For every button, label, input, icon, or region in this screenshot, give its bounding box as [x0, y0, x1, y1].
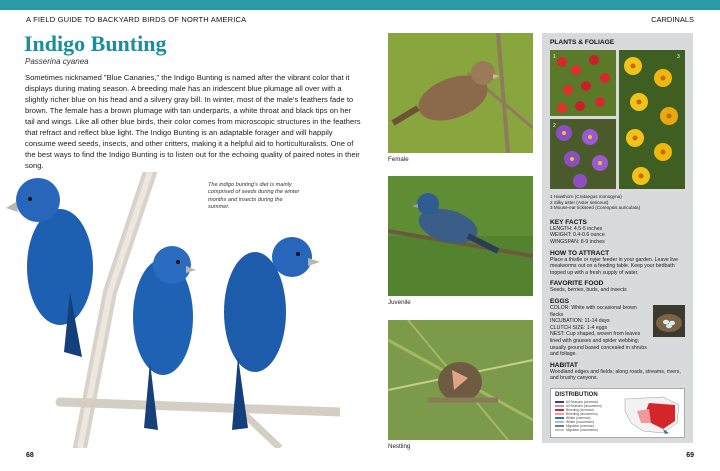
legend-swatch [555, 425, 564, 428]
habitat-text: Woodland edges and fields; along roads, streams, rivers, and brushy canyons. [550, 368, 681, 382]
food-text: Seeds, berries, buds, and insects [550, 287, 627, 294]
legend-label: All Seasons (uncommon) [566, 403, 602, 408]
legend-label: Breeding (common) [566, 407, 594, 412]
latin-name: Passerina cyanea [25, 57, 89, 66]
legend-swatch [555, 409, 564, 412]
page-number-left: 68 [26, 452, 34, 459]
attract-heading: HOW TO ATTRACT [550, 249, 610, 257]
female-photo-block [388, 33, 533, 163]
plants-heading: PLANTS & FOLIAGE [550, 39, 615, 46]
plants-list [550, 194, 685, 211]
legend-label: Winter (common) [566, 415, 591, 420]
female-photo [388, 33, 533, 153]
legend-label: All Seasons (common) [566, 399, 599, 404]
key-fact: WEIGHT: 0.4-0.6 ounce [550, 232, 605, 239]
distribution-legend-item [555, 428, 602, 432]
legend-label: Winter (uncommon) [566, 419, 594, 424]
plants-images [550, 50, 685, 190]
legend-label: Breeding (uncommon) [566, 411, 598, 416]
distribution-map [550, 388, 685, 438]
silky-aster-photo [550, 119, 616, 189]
female-caption: Female [388, 156, 409, 163]
nest-photo [653, 305, 685, 337]
distribution-title: DISTRIBUTION [555, 391, 598, 398]
tickseed-photo [619, 50, 685, 189]
legend-swatch [555, 405, 564, 408]
plant-number-1: 1 [553, 54, 556, 60]
range-map [623, 393, 681, 435]
plant-item: 2 Silky aster (Aster sericeus) [550, 199, 609, 205]
key-fact: LENGTH: 4.5-5 inches [550, 225, 603, 232]
hawthorn-photo [550, 50, 616, 116]
male-buntings-photo [0, 172, 340, 448]
juvenile-caption: Juvenile [388, 299, 411, 306]
plant-item: 1 Hawthorn (Crataegus monogyna) [550, 194, 622, 199]
legend-swatch [555, 413, 564, 416]
legend-swatch [555, 417, 564, 420]
top-color-bar [0, 0, 720, 10]
plant-number-2: 2 [553, 123, 556, 129]
habitat-heading: HABITAT [550, 361, 578, 369]
facts-sidebar [542, 33, 693, 443]
eggs-heading: EGGS [550, 297, 570, 305]
juvenile-photo-block [388, 176, 533, 306]
key-fact: WINGSPAN: 8-9 inches [550, 238, 605, 245]
legend-swatch [555, 429, 564, 432]
nestling-photo-block [388, 320, 533, 450]
nestling-photo [388, 320, 533, 440]
plant-number-3: 3 [677, 54, 680, 60]
chapter-header: CARDINALS [651, 15, 694, 24]
key-facts-heading: KEY FACTS [550, 218, 587, 226]
photo-note: The indigo bunting's diet is mainly comprised of seeds during the winter months and insects during the summer. [208, 182, 300, 211]
page-title: Indigo Bunting [24, 31, 167, 56]
book-title-header: A FIELD GUIDE TO BACKYARD BIRDS OF NORTH AMERICA [26, 15, 247, 24]
legend-swatch [555, 421, 564, 424]
legend-label: Migration (common) [566, 423, 595, 428]
distribution-legend [555, 400, 602, 432]
eggs-text: COLOR: White with occasional brown flecks INCUBATION: 11-14 days CLUTCH SIZE: 1-4 eggs NEST: Cup shaped, woven from leaves lined with grasses and spider webbing; usually ground based concealed in shrubs and foliage. [550, 304, 647, 358]
food-heading: FAVORITE FOOD [550, 280, 604, 288]
nestling-caption: Nestling [388, 443, 411, 450]
attract-text: Place a thistle or nyjer feeder in your garden. Leave live mealworms out on a feeding table. Keep your birdbath topped up with a fresh supply of water. [550, 256, 679, 276]
legend-swatch [555, 401, 564, 404]
juvenile-photo [388, 176, 533, 296]
intro-paragraph: Sometimes nicknamed "Blue Canaries," the Indigo Bunting is named after the vibrant color that it displays during mating season. A breeding male has an iridescent blue plumage all over with a slightly richer blue on his head and a silvery gray bill. In winter, most of the male's feathers fade to brown. The female has a brown plumage with tan underparts, a white throat and black tips on her tail and wings. Like all other blue birds, their color comes from microscopic structures in the feathers that refract and reflect blue light. The Indigo Bunting is an adaptable forager and will happily consume weed seeds, insects, and other critters, making it a helpful aid to horticulturalists. One of the best ways to find the Indigo Bunting is to listen out for the echoing quality of paired notes in their song. [25, 73, 361, 170]
plant-item: 3 Mouse-ear tickseed (Coreopsis auriculata) [550, 205, 641, 211]
legend-label: Migration (uncommon) [566, 427, 598, 432]
page-number-right: 69 [686, 452, 694, 459]
